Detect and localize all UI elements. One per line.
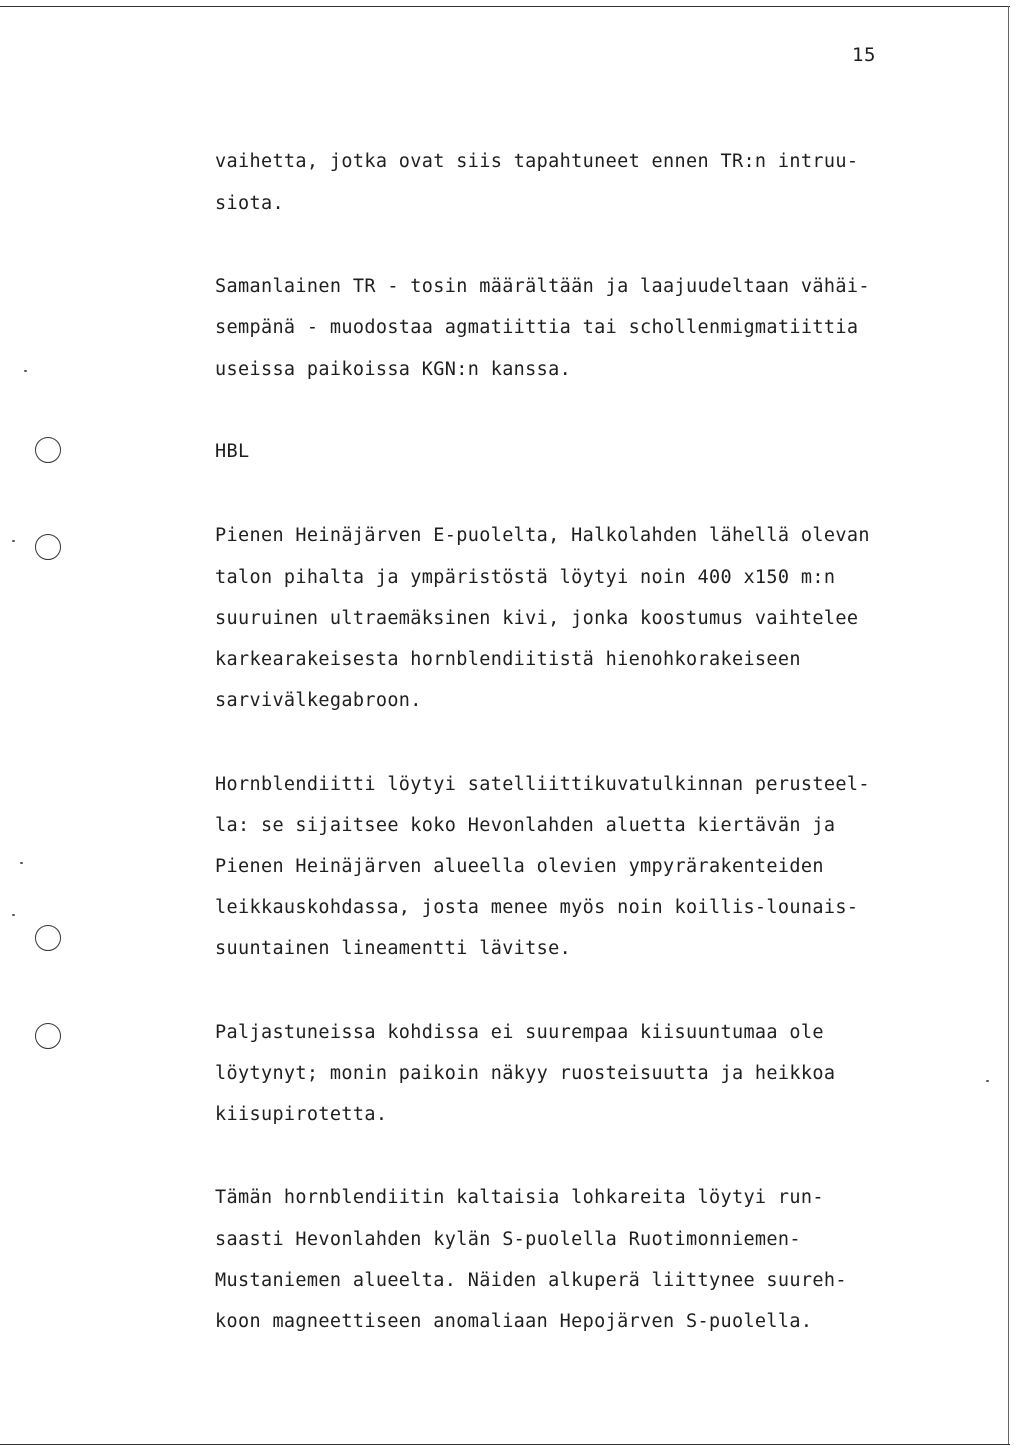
text-line: Paljastuneissa kohdissa ei suurempaa kiisuuntumaa ole	[215, 1022, 824, 1043]
text-line: sarvivälkegabroon.	[215, 690, 422, 711]
scan-speck	[12, 540, 15, 542]
text-line: koon magneettiseen anomaliaan Hepojärven S-puolella.	[215, 1311, 813, 1332]
scan-speck	[12, 914, 15, 916]
text-line: kiisupirotetta.	[215, 1104, 388, 1125]
text-line: löytynyt; monin paikoin näkyy ruosteisuutta ja heikkoa	[215, 1063, 836, 1084]
text-line: Hornblendiitti löytyi satelliittikuvatulkinnan perusteel-	[215, 774, 870, 795]
text-line: Mustaniemen alueelta. Näiden alkuperä liittynee suureh-	[215, 1270, 847, 1291]
scan-speck	[24, 370, 27, 372]
punch-hole-icon	[35, 534, 61, 560]
text-line: Pienen Heinäjärven alueella olevien ympyrärakenteiden	[215, 856, 824, 877]
right-scan-edge	[1008, 6, 1009, 1444]
text-line: useissa paikoissa KGN:n kanssa.	[215, 359, 572, 380]
text-line: saasti Hevonlahden kylän S-puolella Ruotimonniemen-	[215, 1229, 801, 1250]
text-line: talon pihalta ja ympäristöstä löytyi noin 400 x150 m:n	[215, 567, 836, 588]
punch-hole-icon	[35, 925, 61, 951]
top-scan-edge	[0, 6, 1010, 7]
text-line: vaihetta, jotka ovat siis tapahtuneet ennen TR:n intruu-	[215, 151, 859, 172]
text-line: leikkauskohdassa, josta menee myös noin koillis-lounais-	[215, 897, 859, 918]
text-line: suuruinen ultraemäksinen kivi, jonka koostumus vaihtelee	[215, 608, 859, 629]
text-line: karkearakeisesta hornblendiitistä hienohkorakeiseen	[215, 649, 801, 670]
text-line: Pienen Heinäjärven E-puolelta, Halkolahden lähellä olevan	[215, 525, 870, 546]
punch-hole-icon	[35, 1023, 61, 1049]
text-line: sempänä - muodostaa agmatiittia tai schollenmigmatiittia	[215, 317, 859, 338]
text-line: suuntainen lineamentti lävitse.	[215, 938, 572, 959]
scan-speck	[986, 1080, 989, 1082]
text-line: siota.	[215, 193, 284, 214]
bottom-scan-edge	[0, 1444, 1010, 1445]
scan-speck	[20, 862, 23, 864]
text-line: Tämän hornblendiitin kaltaisia lohkareita löytyi run-	[215, 1187, 824, 1208]
section-heading: HBL	[215, 441, 250, 462]
text-line: la: se sijaitsee koko Hevonlahden aluetta kiertävän ja	[215, 815, 836, 836]
page-number: 15	[852, 44, 876, 66]
text-line: Samanlainen TR - tosin määrältään ja laajuudeltaan vähäi-	[215, 276, 870, 297]
punch-hole-icon	[35, 437, 61, 463]
